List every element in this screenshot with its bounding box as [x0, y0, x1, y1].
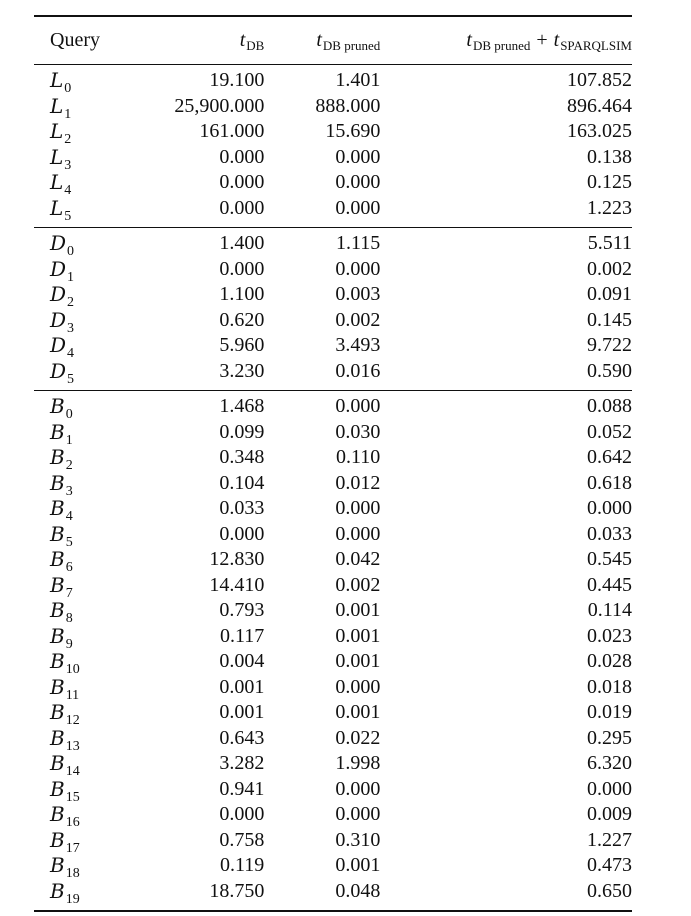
- table-row: [34, 471, 632, 497]
- query-symbol: L: [50, 144, 64, 169]
- t-db-cell: 0.119: [220, 854, 265, 877]
- t-db-pruned-cell: 0.000: [335, 171, 381, 194]
- t-db-pruned-cell: 0.030: [335, 420, 381, 443]
- t-db-pruned-cell: 0.000: [335, 803, 381, 826]
- t-sum-cell: 0.145: [586, 308, 632, 331]
- table-row: [34, 853, 632, 882]
- query-cell: [34, 649, 144, 678]
- t-db-pruned-cell: 0.016: [335, 359, 381, 382]
- table-row: [34, 420, 632, 446]
- t-sum-cell: 0.295: [586, 726, 632, 749]
- table-row: [34, 624, 632, 650]
- t-db-cell: 0.001: [219, 701, 265, 724]
- t-db-pruned-cell: 15.690: [325, 120, 381, 143]
- table-row: [34, 547, 632, 576]
- table-row: [34, 649, 632, 678]
- results-table: [34, 15, 632, 912]
- t-sum-cell: 0.445: [586, 573, 632, 596]
- t-sum-cell: 0.028: [586, 650, 632, 673]
- t-db-cell: 0.099: [219, 420, 265, 443]
- t-db-pruned-cell: 0.000: [335, 497, 381, 520]
- header-t-db: [144, 29, 264, 52]
- table-row: [34, 282, 632, 311]
- table-row: [34, 496, 632, 525]
- query-symbol: B: [50, 751, 65, 776]
- query-cell: [34, 853, 144, 882]
- query-index: 18: [65, 866, 80, 882]
- table-row: [34, 308, 632, 334]
- t-db-pruned-cell: 0.001: [335, 599, 381, 622]
- query-symbol: B: [50, 598, 65, 623]
- t-db-pruned-cell: 0.002: [335, 308, 381, 331]
- t-db-cell: 0.941: [219, 777, 265, 800]
- table-row: [34, 751, 632, 780]
- t-db-pruned-cell: 888.000: [315, 94, 381, 117]
- t-db-pruned-cell: 0.001: [335, 701, 381, 724]
- header-t-sum: [380, 29, 632, 52]
- query-index: 0: [67, 244, 75, 260]
- query-symbol: B: [50, 827, 65, 852]
- t-sum-cell: 6.320: [586, 752, 632, 775]
- query-cell: [34, 394, 144, 423]
- t-sum-cell: 0.091: [586, 283, 632, 306]
- t-sum-cell: 1.223: [586, 196, 632, 219]
- query-cell: [34, 307, 144, 336]
- t-sum-cell: 5.511: [587, 232, 632, 255]
- query-symbol: D: [50, 256, 67, 281]
- t-db-pruned-cell: 1.401: [335, 69, 381, 92]
- query-index: 7: [65, 585, 73, 601]
- query-symbol: B: [50, 445, 65, 470]
- t-db-cell: 25,900.000: [174, 94, 265, 117]
- header-plus-sign: +: [536, 29, 548, 51]
- t-db-pruned-cell: 0.012: [335, 471, 381, 494]
- query-symbol: B: [50, 649, 65, 674]
- t-db-cell: 0.033: [219, 497, 265, 520]
- table-row: [34, 231, 632, 260]
- t-db-cell: 0.000: [219, 196, 265, 219]
- query-index: 1: [67, 269, 75, 285]
- header-t-db-var: t: [239, 29, 246, 51]
- t-db-cell: 1.468: [219, 395, 265, 418]
- query-symbol: B: [50, 725, 65, 750]
- t-db-pruned-cell: 0.001: [335, 854, 381, 877]
- t-db-cell: 14.410: [209, 573, 265, 596]
- query-cell: [34, 623, 144, 652]
- t-db-pruned-cell: 0.001: [335, 624, 381, 647]
- query-index: 1: [64, 106, 72, 122]
- t-sum-cell: 0.114: [587, 599, 632, 622]
- query-index: 3: [67, 320, 75, 336]
- t-db-pruned-cell: 0.003: [335, 283, 381, 306]
- t-db-cell: 0.000: [219, 522, 265, 545]
- query-index: 8: [65, 611, 73, 627]
- t-sum-cell: 0.473: [586, 854, 632, 877]
- table-header: [34, 17, 632, 64]
- table-row: [34, 359, 632, 385]
- query-symbol: D: [50, 231, 67, 256]
- query-cell: [34, 119, 144, 148]
- query-index: 19: [65, 891, 80, 907]
- query-cell: [34, 725, 144, 754]
- t-db-cell: 161.000: [199, 120, 265, 143]
- t-db-pruned-cell: 0.000: [335, 522, 381, 545]
- t-db-pruned-cell: 0.048: [335, 879, 381, 902]
- table-row: [34, 777, 632, 803]
- t-db-cell: 0.117: [220, 624, 265, 647]
- query-symbol: D: [50, 333, 67, 358]
- query-index: 4: [67, 346, 75, 362]
- query-cell: [34, 776, 144, 805]
- query-index: 3: [65, 483, 73, 499]
- query-symbol: B: [50, 674, 65, 699]
- query-cell: [34, 419, 144, 448]
- query-symbol: B: [50, 419, 65, 444]
- t-db-cell: 0.643: [219, 726, 265, 749]
- table-row: [34, 170, 632, 199]
- table-row: [34, 394, 632, 423]
- header-query-label: Query: [50, 29, 100, 51]
- t-db-cell: 0.793: [219, 599, 265, 622]
- query-symbol: B: [50, 521, 65, 546]
- query-cell: [34, 598, 144, 627]
- header-t-pruned-var: t: [316, 29, 322, 51]
- t-sum-cell: 896.464: [566, 94, 632, 117]
- t-sum-cell: 0.138: [586, 145, 632, 168]
- t-db-cell: 0.000: [219, 803, 265, 826]
- t-sum-cell: 0.018: [586, 675, 632, 698]
- t-db-cell: 0.348: [219, 446, 265, 469]
- query-cell: [34, 751, 144, 780]
- t-db-cell: 0.000: [219, 257, 265, 280]
- table-row: [34, 726, 632, 752]
- query-index: 1: [65, 432, 73, 448]
- t-db-pruned-cell: 0.000: [335, 257, 381, 280]
- table-body: [34, 65, 632, 910]
- t-db-pruned-cell: 1.998: [335, 752, 381, 775]
- header-t-sum-var2: t: [553, 29, 560, 51]
- t-sum-cell: 0.650: [586, 879, 632, 902]
- t-db-cell: 3.230: [219, 359, 265, 382]
- header-t-db-sub: DB: [246, 38, 265, 53]
- t-db-cell: 0.001: [219, 675, 265, 698]
- header-t-pruned-sub: DB pruned: [322, 38, 381, 53]
- query-symbol: L: [50, 119, 64, 144]
- t-db-pruned-cell: 0.001: [335, 650, 381, 673]
- query-index: 14: [65, 764, 80, 780]
- t-db-cell: 0.000: [219, 171, 265, 194]
- query-index: 2: [65, 458, 73, 474]
- t-sum-cell: 107.852: [566, 69, 632, 92]
- query-cell: [34, 547, 144, 576]
- row-group: [34, 391, 632, 910]
- t-db-cell: 0.004: [219, 650, 265, 673]
- table-row: [34, 573, 632, 599]
- t-db-pruned-cell: 0.042: [335, 548, 381, 571]
- t-db-cell: 1.100: [219, 283, 265, 306]
- query-index: 10: [65, 662, 80, 678]
- table-row: [34, 333, 632, 362]
- query-index: 5: [65, 534, 73, 550]
- query-index: 3: [64, 157, 72, 173]
- query-index: 13: [65, 738, 80, 754]
- t-db-pruned-cell: 0.000: [335, 145, 381, 168]
- query-index: 2: [64, 132, 72, 148]
- table-row: [34, 445, 632, 474]
- row-group: [34, 228, 632, 390]
- t-sum-cell: 0.019: [586, 701, 632, 724]
- table-row: [34, 94, 632, 120]
- query-index: 12: [65, 713, 80, 729]
- query-symbol: B: [50, 470, 65, 495]
- t-db-cell: 1.400: [219, 232, 265, 255]
- query-index: 9: [65, 636, 73, 652]
- t-sum-cell: 0.052: [586, 420, 632, 443]
- t-sum-cell: 0.033: [586, 522, 632, 545]
- table-row: [34, 598, 632, 627]
- table-row: [34, 196, 632, 222]
- table-bottom-rule: [34, 910, 632, 912]
- t-sum-cell: 0.642: [586, 446, 632, 469]
- query-cell: [34, 282, 144, 311]
- query-symbol: L: [50, 195, 64, 220]
- query-cell: [34, 496, 144, 525]
- t-db-pruned-cell: 0.000: [335, 395, 381, 418]
- t-sum-cell: 9.722: [586, 334, 632, 357]
- t-db-pruned-cell: 0.000: [335, 675, 381, 698]
- query-symbol: L: [50, 68, 64, 93]
- query-symbol: L: [50, 93, 64, 118]
- t-sum-cell: 0.009: [586, 803, 632, 826]
- table-row: [34, 675, 632, 701]
- query-cell: [34, 93, 144, 122]
- query-cell: [34, 256, 144, 285]
- t-db-cell: 3.282: [219, 752, 265, 775]
- query-symbol: B: [50, 853, 65, 878]
- query-cell: [34, 445, 144, 474]
- header-t-db-pruned: [264, 29, 380, 52]
- query-cell: [34, 700, 144, 729]
- query-cell: [34, 802, 144, 831]
- query-cell: [34, 878, 144, 907]
- row-group: [34, 65, 632, 227]
- table-row: [34, 522, 632, 548]
- table-row: [34, 879, 632, 905]
- query-symbol: B: [50, 496, 65, 521]
- query-symbol: B: [50, 700, 65, 725]
- table-row: [34, 700, 632, 729]
- t-sum-cell: 163.025: [566, 120, 632, 143]
- query-symbol: B: [50, 547, 65, 572]
- query-symbol: B: [50, 572, 65, 597]
- t-db-pruned-cell: 0.022: [335, 726, 381, 749]
- query-cell: [34, 333, 144, 362]
- table-row: [34, 68, 632, 97]
- t-db-pruned-cell: 1.115: [336, 232, 381, 255]
- query-cell: [34, 68, 144, 97]
- t-sum-cell: 0.088: [586, 395, 632, 418]
- query-cell: [34, 144, 144, 173]
- query-index: 16: [65, 815, 80, 831]
- t-db-pruned-cell: 3.493: [335, 334, 381, 357]
- t-db-pruned-cell: 0.310: [335, 828, 381, 851]
- query-cell: [34, 521, 144, 550]
- query-symbol: D: [50, 358, 67, 383]
- query-index: 6: [65, 560, 73, 576]
- query-cell: [34, 827, 144, 856]
- query-index: 15: [65, 789, 80, 805]
- t-sum-cell: 0.002: [586, 257, 632, 280]
- query-index: 4: [64, 183, 72, 199]
- query-index: 2: [67, 295, 75, 311]
- t-db-pruned-cell: 0.002: [335, 573, 381, 596]
- t-db-cell: 0.620: [219, 308, 265, 331]
- query-cell: [34, 470, 144, 499]
- t-sum-cell: 0.000: [586, 497, 632, 520]
- t-sum-cell: 0.125: [586, 171, 632, 194]
- query-index: 11: [65, 687, 80, 703]
- query-symbol: L: [50, 170, 64, 195]
- t-db-pruned-cell: 0.110: [336, 446, 381, 469]
- t-db-cell: 5.960: [219, 334, 265, 357]
- t-db-pruned-cell: 0.000: [335, 196, 381, 219]
- query-index: 0: [64, 81, 72, 97]
- query-cell: [34, 170, 144, 199]
- query-symbol: D: [50, 307, 67, 332]
- t-sum-cell: 0.023: [586, 624, 632, 647]
- t-db-cell: 12.830: [209, 548, 265, 571]
- query-symbol: B: [50, 394, 65, 419]
- table-row: [34, 145, 632, 171]
- query-index: 5: [64, 208, 72, 224]
- header-t-sum-sub1: DB pruned: [472, 38, 531, 53]
- table-row: [34, 119, 632, 148]
- query-cell: [34, 195, 144, 224]
- table-row: [34, 257, 632, 283]
- query-cell: [34, 674, 144, 703]
- header-t-sum-sub2: SPARQLSIM: [560, 38, 632, 53]
- query-cell: [34, 231, 144, 260]
- query-symbol: B: [50, 802, 65, 827]
- query-cell: [34, 572, 144, 601]
- t-sum-cell: 0.590: [586, 359, 632, 382]
- query-symbol: B: [50, 878, 65, 903]
- t-db-cell: 0.104: [219, 471, 265, 494]
- query-index: 4: [65, 509, 73, 525]
- header-query: [34, 29, 144, 52]
- t-sum-cell: 1.227: [586, 828, 632, 851]
- t-db-cell: 18.750: [209, 879, 265, 902]
- t-db-cell: 0.758: [219, 828, 265, 851]
- t-db-pruned-cell: 0.000: [335, 777, 381, 800]
- table-row: [34, 802, 632, 831]
- t-db-cell: 0.000: [219, 145, 265, 168]
- table-row: [34, 828, 632, 854]
- t-sum-cell: 0.000: [586, 777, 632, 800]
- t-sum-cell: 0.545: [586, 548, 632, 571]
- t-db-cell: 19.100: [209, 69, 265, 92]
- query-index: 0: [65, 407, 73, 423]
- query-cell: [34, 358, 144, 387]
- t-sum-cell: 0.618: [586, 471, 632, 494]
- query-symbol: B: [50, 776, 65, 801]
- query-index: 5: [67, 371, 75, 387]
- header-t-sum-var1: t: [466, 29, 472, 51]
- query-symbol: D: [50, 282, 67, 307]
- query-index: 17: [65, 840, 80, 856]
- query-symbol: B: [50, 623, 65, 648]
